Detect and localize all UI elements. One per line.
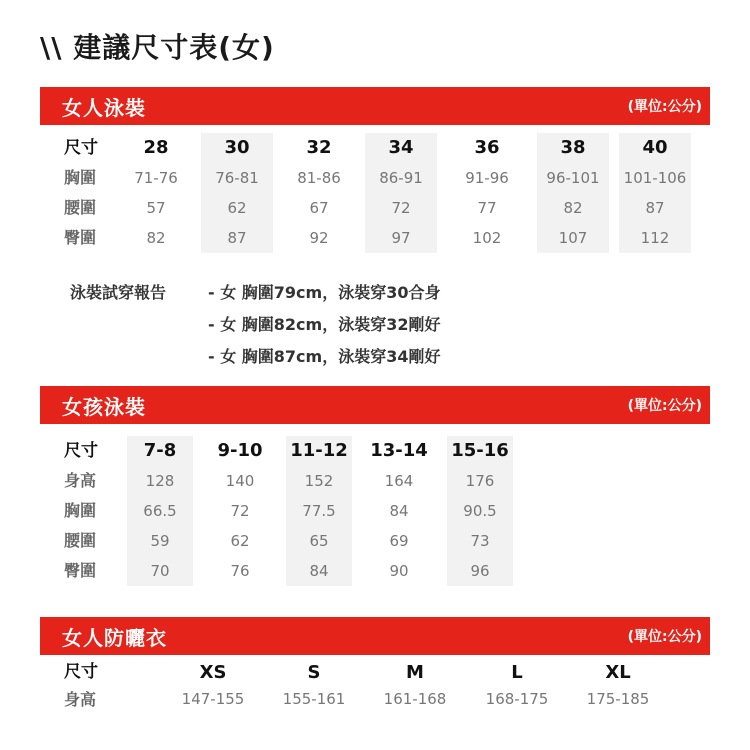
size-header-cell: 13-14	[370, 440, 428, 461]
table-cell: 76-81	[215, 169, 259, 187]
table-cell: 69	[389, 532, 409, 550]
size-table-uv	[40, 659, 710, 713]
report-line: - 女 胸圍82cm，泳裝穿32剛好	[208, 315, 441, 334]
table-header-row	[40, 436, 710, 466]
size-header-label: 尺寸	[64, 441, 98, 461]
size-header-cell: 15-16	[451, 440, 509, 461]
table-cell: 67	[309, 199, 329, 217]
table-cell: 62	[227, 199, 247, 217]
table-cell: 97	[391, 229, 411, 247]
row-label: 臀圍	[64, 561, 97, 580]
size-header-cell: M	[406, 662, 424, 683]
table-cell: 77	[477, 199, 497, 217]
size-header-cell: 11-12	[290, 440, 348, 461]
size-header-cell: 40	[642, 137, 668, 158]
size-header-cell: 28	[143, 137, 169, 158]
table-row	[40, 193, 710, 223]
table-cell: 90	[389, 562, 409, 580]
size-header-cell: L	[511, 662, 523, 683]
table-cell: 72	[230, 502, 250, 520]
table-row	[40, 526, 710, 556]
size-table-girls	[40, 436, 710, 586]
report-line: - 女 胸圍79cm，泳裝穿30合身	[208, 283, 441, 302]
table-cell: 72	[391, 199, 411, 217]
table-row	[40, 686, 710, 713]
section-title: 女人泳裝	[62, 95, 146, 120]
unit-label: (單位:公分)	[627, 629, 702, 645]
unit-label: (單位:公分)	[627, 99, 702, 115]
table-cell: 71-76	[134, 169, 178, 187]
table-cell: 70	[150, 562, 170, 580]
table-row	[40, 163, 710, 193]
section-title: 女孩泳裝	[62, 394, 146, 419]
size-header-cell: 34	[388, 137, 414, 158]
page-title: \\ 建議尺寸表(女)	[40, 31, 275, 64]
table-cell: 84	[309, 562, 329, 580]
row-label: 身高	[64, 471, 97, 490]
table-cell: 161-168	[383, 690, 447, 708]
table-cell: 82	[563, 199, 583, 217]
size-header-cell: 38	[560, 137, 586, 158]
table-cell: 175-185	[586, 690, 650, 708]
section-bar-girls	[40, 386, 710, 424]
table-cell: 81-86	[297, 169, 341, 187]
section-bar-women	[40, 87, 710, 125]
table-cell: 57	[146, 199, 166, 217]
table-cell: 91-96	[465, 169, 509, 187]
table-row	[40, 466, 710, 496]
table-header-row	[40, 133, 710, 163]
table-cell: 87	[227, 229, 247, 247]
table-cell: 102	[472, 229, 502, 247]
table-cell: 140	[225, 472, 255, 490]
table-cell: 128	[145, 472, 175, 490]
row-label: 胸圍	[64, 168, 97, 187]
table-cell: 112	[640, 229, 670, 247]
table-row	[40, 223, 710, 253]
size-header-cell: 36	[474, 137, 500, 158]
row-label: 腰圍	[64, 531, 97, 550]
size-header-label: 尺寸	[64, 138, 98, 158]
table-cell: 96-101	[546, 169, 600, 187]
table-cell: 84	[389, 502, 409, 520]
size-header-cell: XS	[199, 662, 227, 683]
table-cell: 96	[470, 562, 490, 580]
table-cell: 76	[230, 562, 250, 580]
size-header-cell: XL	[605, 662, 631, 683]
table-cell: 168-175	[485, 690, 549, 708]
table-cell: 101-106	[623, 169, 687, 187]
row-label: 胸圍	[64, 501, 97, 520]
row-label: 身高	[64, 690, 97, 709]
section-bar-uv	[40, 617, 710, 655]
table-row	[40, 496, 710, 526]
table-row	[40, 556, 710, 586]
table-header-row	[40, 659, 710, 686]
section-title: 女人防曬衣	[62, 625, 167, 650]
table-cell: 82	[146, 229, 166, 247]
row-label: 腰圍	[64, 198, 97, 217]
table-cell: 65	[309, 532, 329, 550]
size-header-label: 尺寸	[64, 662, 98, 682]
table-cell: 152	[304, 472, 334, 490]
table-cell: 107	[558, 229, 588, 247]
report-label: 泳裝試穿報告	[70, 283, 167, 302]
unit-label: (單位:公分)	[627, 398, 702, 414]
table-cell: 73	[470, 532, 490, 550]
size-table-women	[40, 133, 710, 253]
table-cell: 62	[230, 532, 250, 550]
table-cell: 77.5	[302, 502, 336, 520]
table-cell: 90.5	[463, 502, 497, 520]
table-cell: 66.5	[143, 502, 177, 520]
table-cell: 59	[150, 532, 170, 550]
size-header-cell: 7-8	[143, 440, 177, 461]
table-cell: 164	[384, 472, 414, 490]
size-header-cell: 32	[306, 137, 332, 158]
report-line: - 女 胸圍87cm，泳裝穿34剛好	[208, 347, 441, 366]
row-label: 臀圍	[64, 228, 97, 247]
table-cell: 147-155	[181, 690, 245, 708]
size-header-cell: S	[307, 662, 321, 683]
table-cell: 86-91	[379, 169, 423, 187]
table-cell: 176	[465, 472, 495, 490]
table-cell: 155-161	[282, 690, 346, 708]
size-header-cell: 9-10	[217, 440, 263, 461]
size-header-cell: 30	[224, 137, 250, 158]
table-cell: 92	[309, 229, 329, 247]
table-cell: 87	[645, 199, 665, 217]
